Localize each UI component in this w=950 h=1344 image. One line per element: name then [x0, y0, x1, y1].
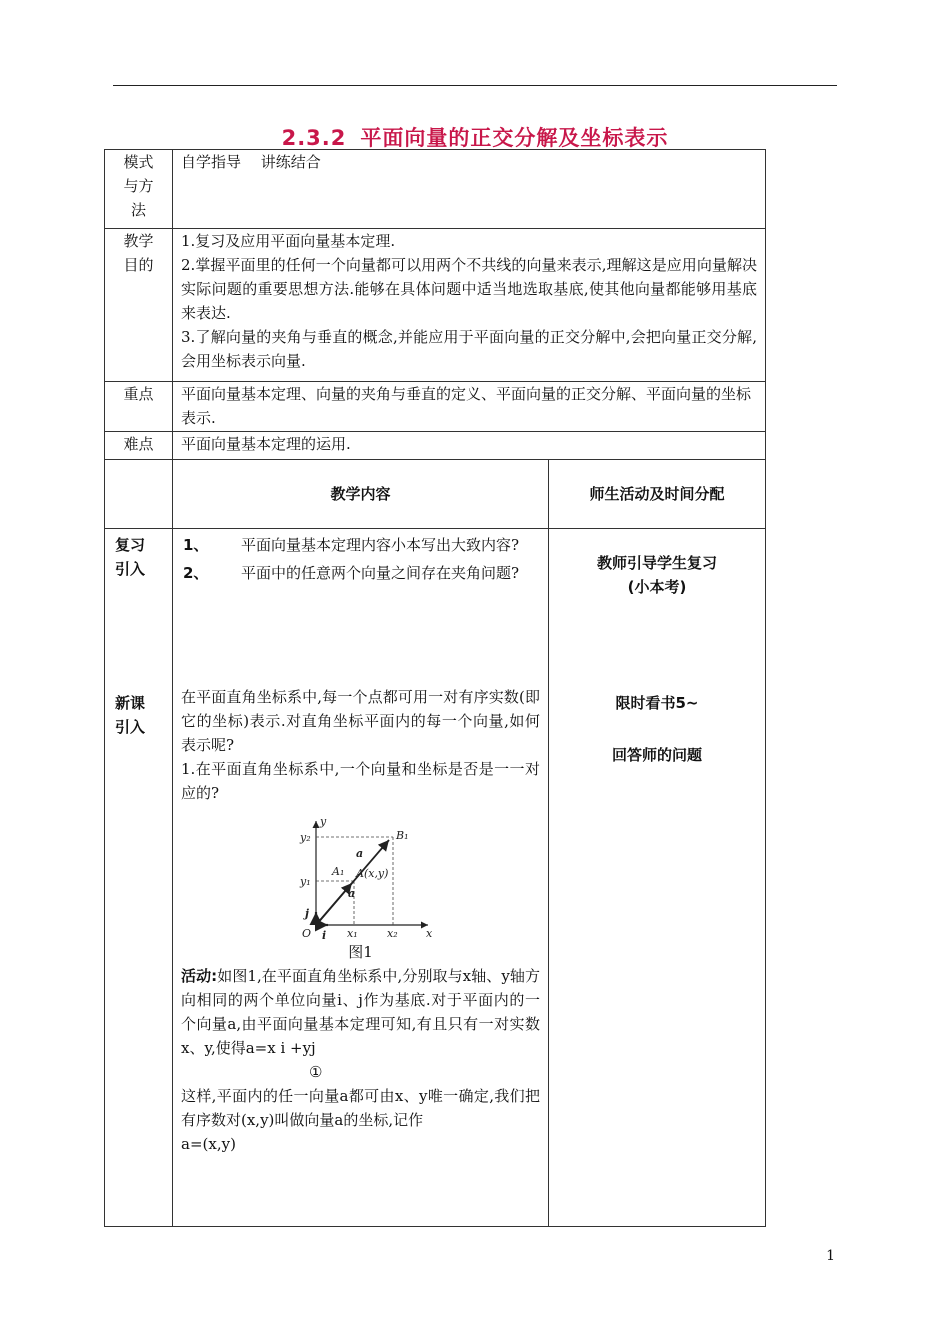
mode-label: 模式 与方 法	[105, 150, 173, 229]
content-header: 教学内容	[173, 460, 549, 529]
activity-paragraph	[181, 964, 540, 1060]
svg-text:x: x	[425, 927, 432, 940]
svg-text:A₁: A₁	[331, 865, 344, 878]
lesson-plan-table	[104, 149, 766, 1227]
header-rule	[113, 85, 837, 86]
title-text: 平面向量的正交分解及坐标表示	[360, 126, 669, 150]
teacher-review: 教师引导学生复习 (小本考)	[596, 554, 717, 596]
vector-a-oa	[316, 883, 352, 925]
goal-item: 2.掌握平面里的任何一个向量都可以用两个不共线的向量来表示,理解这是应用向量解决实际问题的重要思想方法.能够在具体问题中适当地选取基底,使其他向量都能够用基底来表达.	[181, 256, 757, 322]
section-number: 2.3.2	[281, 126, 347, 150]
header-row	[105, 460, 766, 529]
svg-text:j: j	[304, 907, 309, 920]
svg-text:x₂: x₂	[386, 927, 398, 940]
list-item: 1、 平面向量基本定理内容小本写出大致内容?	[183, 536, 520, 554]
teacher-activity	[549, 529, 766, 1227]
svg-text:a: a	[347, 887, 355, 900]
content-row	[105, 529, 766, 1227]
figure-caption: 图1	[348, 943, 373, 961]
activity-label: 活动:	[181, 967, 218, 985]
svg-text:i: i	[321, 929, 326, 940]
difficult-label: 难点	[105, 432, 173, 460]
question-1: 1.在平面直角坐标系中,一个向量和坐标是否是一一对应的?	[181, 760, 540, 802]
section-labels	[105, 529, 173, 1227]
mode-value: 自学指导 讲练结合	[173, 150, 766, 229]
key-row	[105, 382, 766, 432]
goals-list	[173, 229, 766, 382]
page-title	[0, 122, 950, 152]
activity-text: 如图1,在平面直角坐标系中,分别取与x轴、y轴方向相同的两个单位向量i、j作为基底.对于平面内的一个向量a,由平面向量基本定理可知,有且只有一对实数x、y,使得a=x i +yj	[181, 967, 541, 1057]
conclusion-text: 这样,平面内的任一向量a都可由x、y唯一确定,我们把有序数对(x,y)叫做向量a的坐标,记作	[181, 1087, 540, 1129]
svg-text:O: O	[301, 927, 311, 940]
teaching-content	[173, 529, 549, 1227]
svg-text:A(x,y): A(x,y)	[355, 867, 388, 880]
new-lesson-intro: 在平面直角坐标系中,每一个点都可用一对有序实数(即它的坐标)表示.对直角坐标平面内的每一个向量,如何表示呢?	[181, 688, 540, 754]
svg-text:a: a	[355, 847, 363, 860]
key-value: 平面向量基本定理、向量的夹角与垂直的定义、平面向量的正交分解、平面向量的坐标表示.	[173, 382, 766, 432]
key-label: 重点	[105, 382, 173, 432]
svg-text:B₁: B₁	[395, 829, 408, 842]
review-questions	[181, 529, 540, 585]
list-item: 2、 平面中的任意两个向量之间存在夹角问题?	[183, 564, 520, 582]
goals-label: 教学 目的	[105, 229, 173, 382]
page-number: 1	[826, 1248, 835, 1264]
difficult-value: 平面向量基本定理的运用.	[173, 432, 766, 460]
reading-time: 限时看书5~	[615, 694, 699, 712]
review-label: 复习 引入	[115, 536, 146, 578]
coordinate-notation: a=(x,y)	[181, 1135, 236, 1153]
goal-item: 1.复习及应用平面向量基本定理.	[181, 232, 396, 250]
svg-text:y: y	[319, 815, 326, 828]
svg-text:y₁: y₁	[299, 875, 311, 888]
equation-mark: ①	[309, 1063, 323, 1081]
new-lesson-label: 新课 引入	[115, 694, 146, 736]
answer-questions: 回答师的问题	[611, 746, 702, 764]
coordinate-figure	[286, 815, 436, 940]
svg-text:y₂: y₂	[299, 831, 311, 844]
activity-header: 师生活动及时间分配	[549, 460, 766, 529]
mode-row	[105, 150, 766, 229]
goal-item: 3.了解向量的夹角与垂直的概念,并能应用于平面向量的正交分解中,会把向量正交分解,会用坐标表示向量.	[181, 328, 757, 370]
difficult-row	[105, 432, 766, 460]
svg-text:x₁: x₁	[346, 927, 358, 940]
goals-row	[105, 229, 766, 382]
